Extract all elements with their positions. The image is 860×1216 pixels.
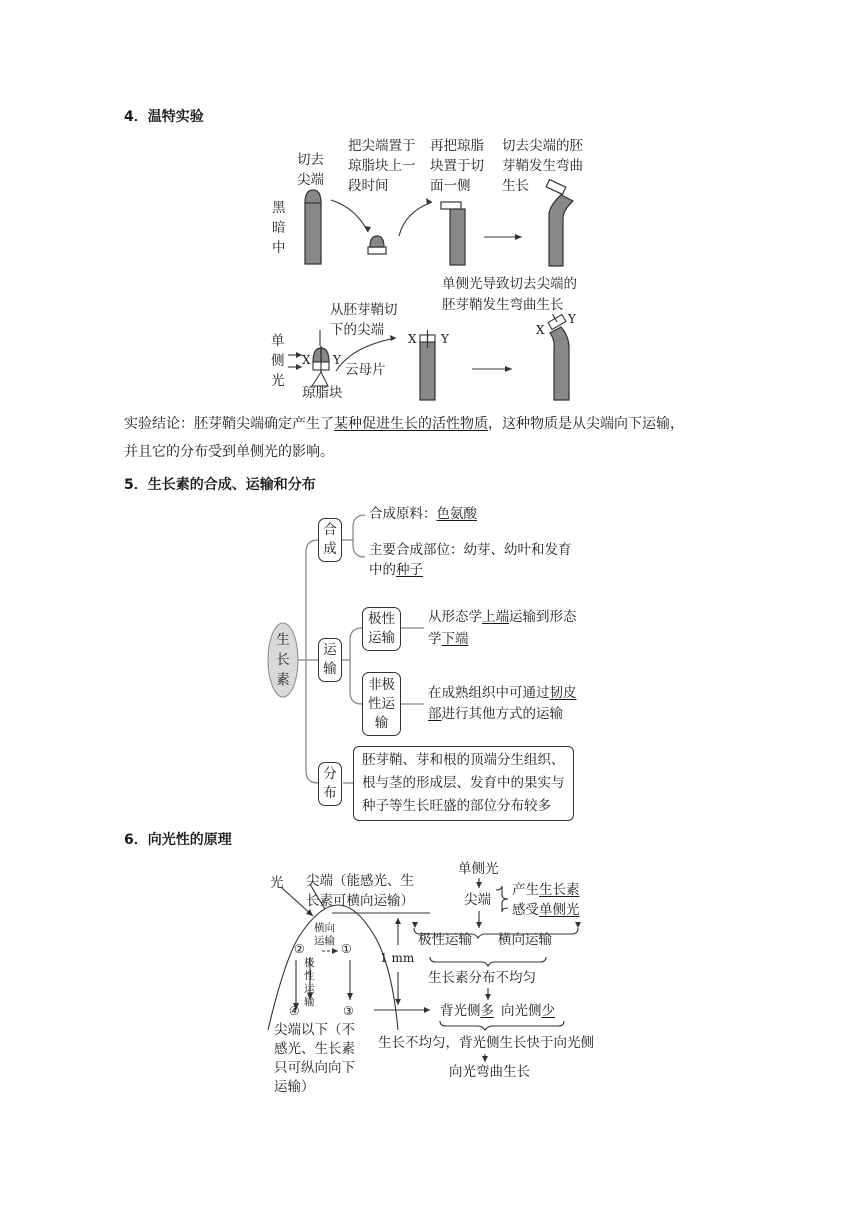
tip-note: [306, 871, 414, 911]
section5-heading: 5．生长素的合成、运输和分布: [124, 477, 316, 493]
circled-1: ①: [341, 942, 352, 956]
nonpolar-desc-1-pre: 在成熟组织中可通过: [428, 685, 550, 701]
root-char-3: 素: [276, 672, 290, 688]
back-side-label: [440, 1002, 494, 1020]
conclusion-post: ，这种物质是从尖端向下运输，: [488, 416, 684, 432]
cut-tip-line-1: 切去: [297, 152, 324, 168]
lateral-line-2: 运输: [314, 935, 335, 947]
polar-desc-2-pre: 学: [428, 631, 442, 647]
synthesis-char-2: 成: [323, 541, 337, 557]
growth-uneven-label: 生长不均匀，背光侧生长快于向光侧: [378, 1035, 594, 1051]
root-char-1: 生: [276, 632, 290, 648]
circled-2: ②: [294, 942, 305, 956]
side-light-char-1: 单: [271, 333, 285, 349]
produce-pre: 产生: [512, 882, 539, 898]
y-label-1: Y: [333, 353, 341, 367]
distribution-desc-line-2: 根与茎的形成层、发育中的果实与: [362, 775, 565, 791]
x-label-2: X: [408, 332, 417, 346]
tip-cut-line-2: 下的尖端: [330, 322, 384, 338]
dark-char-3: 中: [272, 240, 286, 256]
site-line-1: 主要合成部位：幼芽、幼叶和发育: [369, 542, 572, 558]
cut-tip-line-2: 尖端: [297, 172, 324, 188]
conclusion-line-2: 并且它的分布受到单侧光的影响。: [124, 444, 334, 460]
nonpolar-desc-2-u: 部: [428, 706, 442, 722]
polar-v-4: 输: [304, 996, 315, 1008]
section4-heading: 4．温特实验: [124, 109, 204, 125]
synthesis-char-1: 合: [323, 522, 337, 538]
site-line-2-value: 种子: [396, 562, 423, 578]
conclusion-pre: 实验结论：胚芽鞘尖端确定产生了: [124, 416, 334, 432]
polar-desc-1-post: 运输到形态: [509, 609, 577, 625]
x-label-3: X: [536, 323, 545, 337]
distribution-char-1: 分: [323, 766, 337, 782]
side-light-char-2: 侧: [271, 353, 285, 369]
side-light-title: 单侧光: [458, 861, 499, 877]
produce-line: [512, 881, 580, 899]
sense-u: 单侧光: [539, 902, 580, 918]
distribution-desc-line-3: 种子等生长旺盛的部位分布较多: [362, 798, 551, 814]
below-note: [274, 1021, 355, 1097]
lateral-transport-label: 横向运输: [498, 932, 552, 948]
site-line-2-pre: 中的: [369, 562, 396, 578]
circled-3: ③: [343, 1004, 354, 1018]
polar-transport-label: 极性运输: [418, 932, 472, 948]
lateral-label: [314, 922, 335, 948]
x-label-1: X: [302, 353, 311, 367]
nonpolar-desc-1-u: 韧皮: [549, 685, 577, 701]
polar-v-2: 性: [304, 970, 315, 982]
caption-mid-line-2: 胚芽鞘发生弯曲生长: [442, 297, 564, 313]
step2-line-3: 段时间: [348, 178, 389, 194]
transport-char-1: 运: [323, 642, 337, 658]
polar-line-2: 运输: [368, 630, 395, 646]
step2-line-2: 琼脂块上一: [348, 158, 416, 174]
below-note-line-1: 尖端以下（不: [274, 1022, 355, 1038]
below-note-line-2: 感光、生长素: [274, 1041, 355, 1057]
bend-label: 向光弯曲生长: [449, 1064, 530, 1080]
step3-line-1: 再把琼脂: [430, 138, 484, 154]
result-top-line-2: 芽鞘发生弯曲: [502, 158, 583, 174]
result-top-line-1: 切去尖端的胚: [502, 138, 583, 154]
tip-note-line-1: 尖端（能感光、生: [306, 873, 414, 889]
y-label-2: Y: [441, 332, 449, 346]
side-light-char-3: 光: [271, 373, 285, 389]
dark-char-2: 暗: [272, 220, 286, 236]
step3-line-3: 面一侧: [430, 178, 471, 194]
material-label: 合成原料：: [369, 506, 437, 522]
distribution-desc-line-1: 胚芽鞘、芽和根的顶端分生组织、: [362, 752, 565, 768]
section6-heading: 6．向光性的原理: [124, 832, 232, 848]
nonpolar-desc-2-post: 进行其他方式的运输: [441, 706, 563, 722]
below-note-line-3: 只可纵向向下: [274, 1060, 355, 1076]
agar-label: 琼脂块: [302, 385, 343, 401]
one-mm-label: 1 mm: [380, 951, 415, 965]
transport-char-2: 输: [323, 661, 337, 677]
polar-desc-2-u: 下端: [441, 631, 469, 647]
caption-mid-line-1: 单侧光导致切去尖端的: [442, 276, 577, 292]
step2-line-1: 把尖端置于: [348, 138, 416, 154]
polar-vertical-label: [304, 957, 315, 1009]
below-note-line-4: 运输）: [274, 1079, 315, 1095]
material-value: 色氨酸: [436, 506, 477, 522]
uneven-label: 生长素分布不均匀: [428, 970, 536, 986]
polar-v-3: 运: [304, 983, 315, 995]
back-u: 多: [480, 1003, 494, 1019]
step3-line-2: 块置于切: [430, 158, 484, 174]
back-pre: 背光侧: [440, 1003, 481, 1019]
polar-desc-1-pre: 从形态学: [428, 609, 482, 625]
front-pre: 向光侧: [501, 1003, 542, 1019]
dark-char-1: 黑: [272, 200, 286, 216]
tip-label: 尖端: [464, 892, 491, 908]
nonpolar-line-3: 输: [374, 714, 389, 731]
tip-cut-line-1: 从胚芽鞘切: [330, 302, 398, 318]
produce-u: 生长素: [539, 882, 580, 898]
nonpolar-line-2: 性运: [368, 695, 395, 712]
nonpolar-line-1: 非极: [368, 676, 395, 693]
polar-desc-1-u: 上端: [482, 609, 509, 625]
conclusion-underlined: 某种促进生长的活性物质: [334, 416, 488, 432]
front-side-label: [501, 1002, 555, 1020]
front-u: 少: [541, 1003, 555, 1019]
polar-line-1: 极性: [368, 611, 395, 627]
distribution-char-2: 布: [323, 785, 337, 801]
mica-label: 云母片: [345, 362, 386, 378]
tip-note-line-2: 长素可横向运输）: [306, 893, 414, 909]
root-char-2: 长: [276, 652, 290, 668]
light-label: 光: [270, 875, 284, 891]
lateral-line-1: 横向: [314, 922, 335, 934]
sense-line: [512, 901, 580, 919]
result-top-line-3: 生长: [502, 178, 529, 194]
polar-v-1: 极: [304, 957, 315, 969]
circled-4: ④: [289, 1004, 300, 1018]
y-label-3: Y: [568, 312, 576, 326]
sense-pre: 感受: [512, 902, 539, 918]
